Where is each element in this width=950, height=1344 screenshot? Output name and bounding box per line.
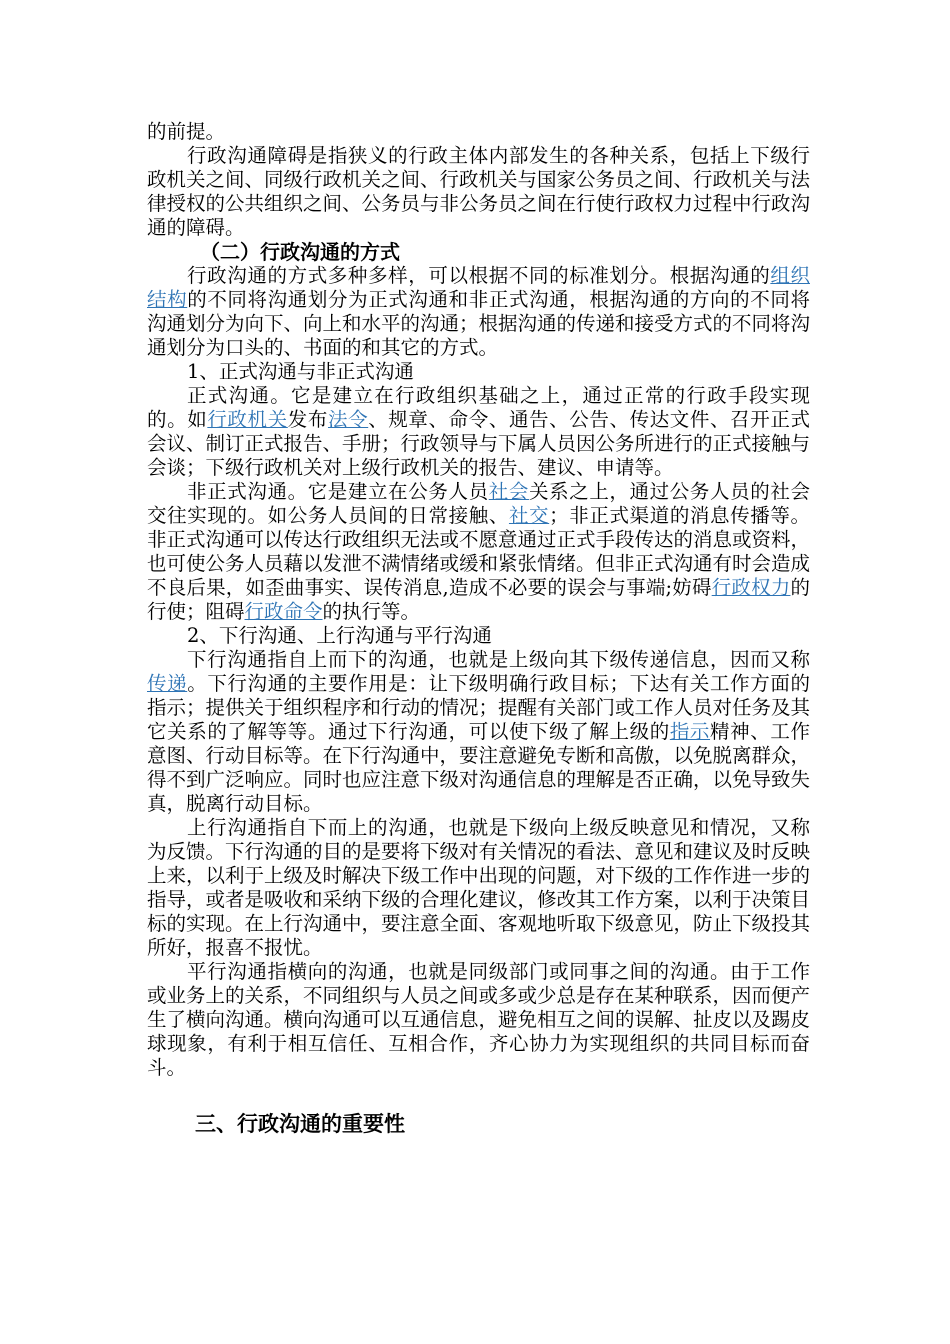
text-run: ；非正式渠道的消息传播等。非正式沟通可以传达行政组织无法或不愿意通过正式手段传达的消息或资料，也可使公务人员藉以发泄不满情绪或缓和紧张情绪。但非正式沟通有时会造成不良后果，如歪曲事实、误传消息,造成不必要的误会与事端;妨碍: [147, 504, 811, 599]
text-run: 行政沟通的方式多种多样，可以根据不同的标准划分。根据沟通的: [187, 264, 771, 287]
text-run: 非正式沟通。它是建立在公务人员: [187, 480, 489, 503]
text-run: 关系之上，通过公务人员的社会交往实现的。如公务人员间的日常接触、: [147, 480, 810, 527]
text-run: 的行使；阻碍: [147, 576, 810, 623]
subheading-down-up-parallel: 2、下行沟通、上行沟通与平行沟通: [187, 624, 492, 647]
link-admin-order[interactable]: 行政命令: [244, 600, 323, 623]
text-run: 、规章、命令、通告、公告、传达文件、召开正式会议、制订正式报告、手册；行政领导与下属人员因公务所进行的正式接触与会谈；下级行政机关对上级行政机关的报告、建议、申请等。: [147, 408, 811, 479]
paragraph-formal: [147, 384, 810, 480]
text-run: 下行沟通指自上而下的沟通，也就是上级向其下级传递信息，因而又称: [187, 648, 810, 671]
link-admin-power[interactable]: 行政权力: [711, 576, 791, 599]
paragraph-downward: [147, 648, 810, 816]
link-society[interactable]: 社会: [488, 480, 529, 503]
link-transmission[interactable]: 传递: [147, 672, 188, 695]
paragraph-methods: [147, 264, 810, 360]
link-org-structure[interactable]: 组织结构: [147, 264, 810, 311]
paragraph-barrier: 行政沟通障碍是指狭义的行政主体内部发生的各种关系，包括上下级行政机关之间、同级行政机关之间、行政机关与国家公务员之间、行政机关与法律授权的公共组织之间、公务员与非公务员之间在行使行政权力过程中行政沟通的障碍。: [147, 144, 811, 239]
text-run: 的不同将沟通划分为正式沟通和非正式沟通，根据沟通的方向的不同将沟通划分为向下、向上和水平的沟通；根据沟通的传递和接受方式的不同将沟通划分为口头的、书面的和其它的方式。: [147, 288, 811, 359]
text-run: 发布: [287, 408, 328, 431]
heading-methods: （二）行政沟通的方式: [200, 240, 400, 264]
link-decree[interactable]: 法令: [327, 408, 369, 431]
link-instruction[interactable]: 指示: [669, 720, 711, 743]
text-run: 正式沟通。它是建立在行政组织基础之上，通过正常的行政手段实现的。如: [147, 384, 810, 431]
text-run: 精神、工作意图、行动目标等。在下行沟通中，要注意避免专断和高傲，以免脱离群众，得不到广泛响应。同时也应注意下级对沟通信息的理解是否正确，以免导致失真，脱离行动目标。: [147, 720, 811, 815]
paragraph-intro-end: 的前提。: [147, 120, 226, 143]
heading-importance: 三、行政沟通的重要性: [195, 1111, 405, 1136]
text-run: 。下行沟通的主要作用是：让下级明确行政目标；下达有关工作方面的指示；提供关于组织程序和行动的情况；提醒有关部门或工作人员对任务及其它关系的了解等等。通过下行沟通，可以使下级了解上级的: [147, 672, 811, 743]
subheading-formal-informal: 1、正式沟通与非正式沟通: [187, 360, 414, 383]
paragraph-upward: 上行沟通指自下而上的沟通，也就是下级向上级反映意见和情况，又称为反馈。下行沟通的目的是要将下级对有关情况的看法、意见和建议及时反映上来，以利于上级及时解决下级工作中出现的问题，对下级的工作作进一步的指导，或者是吸收和采纳下级的合理化建议，修改其工作方案，以利于决策目标的实现。在上行沟通中，要注意全面、客观地听取下级意见，防止下级投其所好，报喜不报忧。: [147, 816, 811, 959]
paragraph-informal: [147, 480, 810, 624]
link-admin-organ[interactable]: 行政机关: [207, 408, 288, 431]
text-run: 的执行等。: [322, 600, 421, 623]
link-social-contact[interactable]: 社交: [508, 504, 550, 527]
paragraph-parallel: 平行沟通指横向的沟通，也就是同级部门或同事之间的沟通。由于工作或业务上的关系，不同组织与人员之间或多或少总是存在某种联系，因而便产生了横向沟通。横向沟通可以互通信息，避免相互之间的误解、扯皮以及踢皮球现象，有利于相互信任、互相合作，齐心协力为实现组织的共同目标而奋斗。: [147, 960, 811, 1079]
